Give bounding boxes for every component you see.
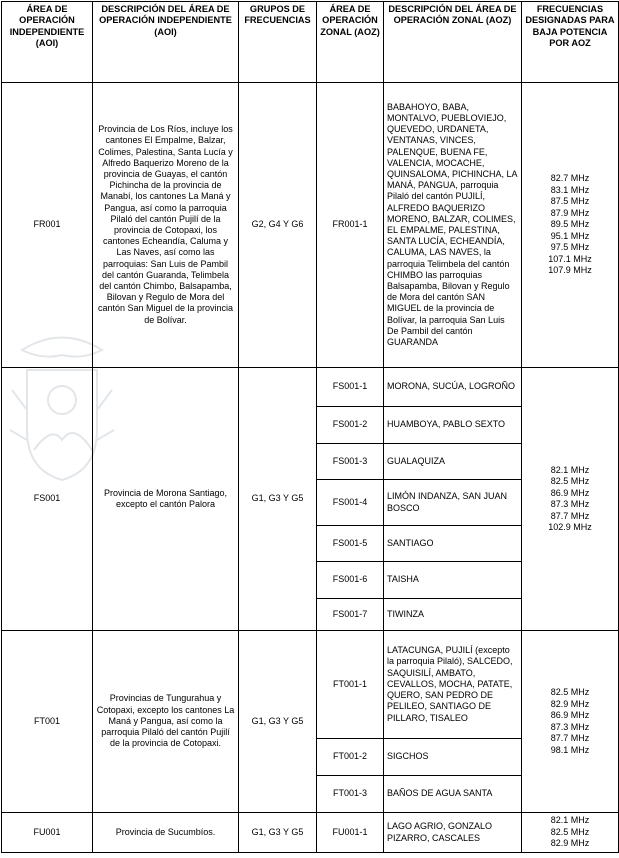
frequency-groups: G1, G3 Y G5 [239,368,317,631]
table-row-fs001 [2,368,619,407]
frequency-item: 95.1 MHz [550,230,590,241]
aoz-code: FT001-1 [317,631,384,739]
frequency-item: 87.7 MHz [550,510,590,521]
frequency-item: 86.9 MHz [550,487,590,498]
frequency-groups: G1, G3 Y G5 [239,813,317,853]
aoz-description: TAISHA [384,562,522,599]
frequency-item: 82.7 MHz [550,173,590,184]
aoi-code: FS001 [2,368,93,631]
aoz-description: MORONA, SUCÚA, LOGROÑO [384,368,522,407]
header-aoz-description: DESCRIPCIÓN DEL ÁREA DE OPERACIÓN ZONAL (AOZ) [384,2,522,83]
frequency-groups: G1, G3 Y G5 [239,631,317,813]
aoz-description: LAGO AGRIO, GONZALO PIZARRO, CASCALES [384,813,522,853]
frequency-item: 82.5 MHz [550,476,590,486]
aoz-code: FT001-3 [317,776,384,813]
header-aoz: ÁREA DE OPERACIÓN ZONAL (AOZ) [317,2,384,83]
frequency-item: 83.1 MHz [550,184,590,195]
aoz-code: FS001-6 [317,562,384,599]
aoz-code: FS001-5 [317,526,384,562]
frequency-list [522,813,619,853]
table-row-fu001 [2,813,619,853]
frequency-item: 97.5 MHz [550,242,590,253]
aoz-description: BAÑOS DE AGUA SANTA [384,776,522,813]
aoz-description: SIGCHOS [384,739,522,776]
aoi-description: Provincia de Sucumbíos. [93,813,239,853]
header-frequencies: FRECUENCIAS DESIGNADAS PARA BAJA POTENCIA POR AOZ [522,2,619,83]
table-row-ft001 [2,631,619,739]
frequency-item: 82.1 MHz [550,815,590,826]
frequency-item: 82.5 MHz [550,687,590,697]
table-header-row [2,2,619,83]
aoi-code: FU001 [2,813,93,853]
frequency-item: 87.3 MHz [550,499,590,509]
frequency-item: 107.1 MHz [548,253,592,264]
aoz-description: BABAHOYO, BABA, MONTALVO, PUEBLOVIEJO, QUEVEDO, URDANETA, VENTANAS, VINCES, PALENQUE, BUENA FE, VALENCIA, MOCACHE, QUINSALOMA, PICHINCHA, LA MANÁ, PANGUA, parroquia Pilaló del cantón PUJILÍ, ALFREDO BAQUERIZO MORENO, BALZAR, COLIMES, EL EMPALME, PALESTINA, SANTA LUCÍA, ECHEANDÍA, CALUMA, LAS NAVES, la parroquia Telimbela del cantón CHIMBO las parroquias Balsapamba, Bilovan y Regulo de Mora del cantón SAN MIGUEL de la provincia de Bolívar, la parroquia San Luis De Pambil del cantón GUARANDA [384,83,522,368]
frequency-item: 82.9 MHz [550,698,590,709]
aoz-description: TIWINZA [384,599,522,631]
aoi-code: FT001 [2,631,93,813]
aoz-code: FR001-1 [317,83,384,368]
aoi-description: Provincia de Los Ríos, incluye los cantones El Empalme, Balzar, Colimes, Palestina, Santa Lucía y Alfredo Baquerizo Moreno de la provincia de Guayas, el cantón Pichincha de la provincia de Manabí, los cantones La Maná y Pangua, así como la parroquia Pilaló del cantón Pujilí de la provincia de Cotopaxi, los cantones Echeandía, Caluma y Las Naves, así como las parroquias: San Luis de Pambil del cantón Guaranda, Telimbela del cantón Chimbo, Balsapamba, Bilovan y Regulo de Mora del cantón San Miguel de la provincia de Bolívar. [93,83,239,368]
aoz-description: LIMÓN INDANZA, SAN JUAN BOSCO [384,480,522,526]
frequency-item: 82.9 MHz [550,838,590,849]
header-aoi: ÁREA DE OPERACIÓN INDEPENDIENTE (AOI) [2,2,93,83]
frequency-item: 107.9 MHz [548,265,592,276]
frequency-item: 98.1 MHz [550,744,590,755]
frequency-item: 87.9 MHz [550,207,590,218]
header-frequency-groups: GRUPOS DE FRECUENCIAS [239,2,317,83]
aoi-code: FR001 [2,83,93,368]
frequency-item: 102.9 MHz [548,522,592,532]
aoz-description: SANTIAGO [384,526,522,562]
aoi-description: Provincias de Tungurahua y Cotopaxi, excepto los cantones La Maná y Pangua, así como la parroquia Pilaló del cantón Pujilí de la provincia de Cotopaxi. [93,631,239,813]
aoz-code: FS001-2 [317,407,384,444]
frequency-item: 87.5 MHz [550,196,590,207]
frequency-item: 82.5 MHz [550,826,590,837]
aoi-description: Provincia de Morona Santiago, excepto el cantón Palora [93,368,239,631]
aoz-description: GUALAQUIZA [384,444,522,480]
aoz-code: FS001-7 [317,599,384,631]
aoz-code: FT001-2 [317,739,384,776]
table-row-fr001 [2,83,619,368]
frequency-list [522,631,619,813]
frequency-item: 89.5 MHz [550,219,590,230]
aoz-code: FU001-1 [317,813,384,853]
frequency-list [522,83,619,368]
aoz-description: HUAMBOYA, PABLO SEXTO [384,407,522,444]
frequency-item: 86.9 MHz [550,710,590,720]
header-aoi-description: DESCRIPCIÓN DEL ÁREA DE OPERACIÓN INDEPENDIENTE (AOI) [93,2,239,83]
frequency-item: 82.1 MHz [550,464,590,475]
frequency-groups: G2, G4 Y G6 [239,83,317,368]
frequency-item: 87.7 MHz [550,733,590,743]
aoz-code: FS001-4 [317,480,384,526]
frequency-allocation-table [1,1,619,853]
aoz-code: FS001-1 [317,368,384,407]
frequency-list [522,368,619,631]
aoz-description: LATACUNGA, PUJILÍ (excepto la parroquia Pilaló), SALCEDO, SAQUISILÍ, AMBATO, CEVALLOS, MOCHA, PATATE, QUERO, SAN PEDRO DE PELILEO, SANTIAGO DE PILLARO, TISALEO [384,631,522,739]
frequency-item: 87.3 MHz [550,721,590,732]
aoz-code: FS001-3 [317,444,384,480]
